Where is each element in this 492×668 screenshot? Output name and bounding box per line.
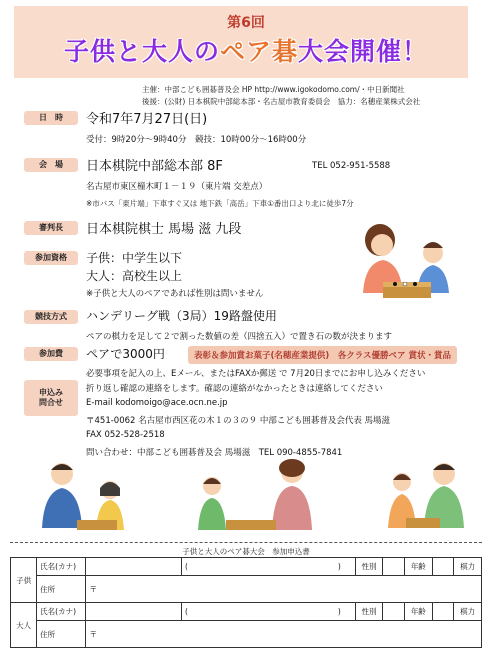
judge-name: 日本棋院棋士 馬場 滋 九段 — [86, 222, 242, 237]
fee-amount: ペアで3000円 — [86, 347, 165, 361]
eligibility-adult: 大人：高校生以上 — [86, 269, 183, 283]
child-name-label: 氏名(カナ) — [37, 558, 86, 576]
adult-name-label: 氏名(カナ) — [37, 603, 86, 621]
child-hair — [423, 242, 443, 248]
child-address-field[interactable]: 〒 — [86, 576, 482, 603]
child-name-row — [11, 558, 482, 576]
adult-gender-label: 性別 — [355, 603, 383, 621]
contact-email[interactable]: E-mail kodomoigo@ace.ocn.ne.jp — [86, 398, 228, 408]
event-time: 受付：9時20分～9時40分 競技：10時00分～16時00分 — [86, 135, 307, 145]
eligibility-child: 子供：中学生以下 — [86, 251, 183, 265]
pair-go-illustration — [345, 218, 465, 308]
contact-inquiry: 問い合わせ：中部こども囲碁普及会 馬場滋 TEL 090-4855-7841 — [86, 448, 343, 458]
child-age-field[interactable] — [432, 558, 453, 576]
child-address-row — [11, 576, 482, 603]
adult-strength-label: 棋力 — [454, 603, 482, 621]
eligibility-label: 参加資格 — [24, 251, 78, 265]
date-label: 日 時 — [24, 111, 78, 125]
child-address-label: 住所 — [37, 576, 86, 603]
cut-line — [10, 542, 482, 543]
organizer-line: 主催：中部こども囲碁普及会 HP http://www.igokodomo.com/・中日新聞社 — [142, 85, 405, 94]
adult-age-field[interactable] — [432, 603, 453, 621]
format-main: ハンデリーグ戦（3局）19路盤使用 — [86, 309, 277, 323]
edition-label: 第6回 — [227, 15, 265, 31]
adult-section-label: 大人 — [11, 603, 37, 648]
adult-name-field[interactable] — [86, 603, 182, 621]
judge-label: 審判長 — [24, 221, 78, 235]
event-date: 令和7年7月27日(日) — [86, 112, 208, 127]
adult-gender-field[interactable] — [383, 603, 404, 621]
adult-address-label: 住所 — [37, 621, 86, 648]
adult-age-label: 年齢 — [404, 603, 432, 621]
event-title: 子供と大人のペア碁大会開催！ — [63, 37, 429, 66]
venue-label: 会 場 — [24, 158, 78, 172]
adult-kana-field[interactable]: ( ) — [181, 603, 355, 621]
eligibility-note: ※子供と大人のペアであれば性別は問いません — [86, 289, 264, 299]
venue-name: 日本棋院中部総本部 8F — [86, 159, 223, 174]
form-title: 子供と大人のペア碁大会 参加申込書 — [182, 547, 310, 556]
contact-postal-address: 〒451-0062 名古屋市西区花の木１の３の９ 中部こども囲碁普及会代表 馬場滋 — [86, 416, 391, 426]
format-label: 競技方式 — [24, 310, 78, 324]
child-section-label: 子供 — [11, 558, 37, 603]
go-board — [383, 286, 431, 298]
child-age-label: 年齢 — [404, 558, 432, 576]
child-gender-field[interactable] — [383, 558, 404, 576]
apply-confirmation: 折り返し確認の連絡をします。確認の連絡がなかったときは連絡してください — [86, 384, 383, 394]
child-gender-label: 性別 — [355, 558, 383, 576]
grandparent-child-illustration — [380, 456, 470, 536]
format-note: ペアの棋力を足して２で割った数値の差（四捨五入）で置き石の数が決まります — [86, 332, 393, 342]
adult-name-row — [11, 603, 482, 621]
child-kana-field[interactable]: ( ) — [181, 558, 355, 576]
venue-address: 名古屋市東区橦木町１－１９（東片端 交差点） — [86, 182, 268, 192]
apply-label: 申込み 問合せ — [24, 380, 78, 416]
apply-instructions: 必要事項を記入の上、Eメール、またはFAXか郵送 で 7月20日までにお申し込みください — [86, 369, 426, 379]
prize-banner: 表彰＆参加賞お菓子(名穂産業提供) 各クラス優勝ペア 賞状・賞品 — [188, 346, 457, 364]
application-form — [10, 557, 482, 648]
support-line: 後援：(公財) 日本棋院中部総本部・名古屋市教育委員会 協力：名穂産業株式会社 — [142, 97, 421, 106]
child-strength-label: 棋力 — [454, 558, 482, 576]
adult-face — [371, 234, 393, 256]
fee-label: 参加費 — [24, 347, 78, 361]
child-name-field[interactable] — [86, 558, 182, 576]
venue-access: ※市バス「東片端」下車すぐ又は 地下鉄「高岳」下車①番出口より北に徒歩7分 — [86, 199, 354, 208]
adult-address-row — [11, 621, 482, 648]
adult-address-field[interactable]: 〒 — [86, 621, 482, 648]
contact-fax: FAX 052-528-2518 — [86, 430, 165, 440]
venue-tel: TEL 052-951-5588 — [312, 161, 391, 171]
families-illustration — [22, 458, 332, 538]
